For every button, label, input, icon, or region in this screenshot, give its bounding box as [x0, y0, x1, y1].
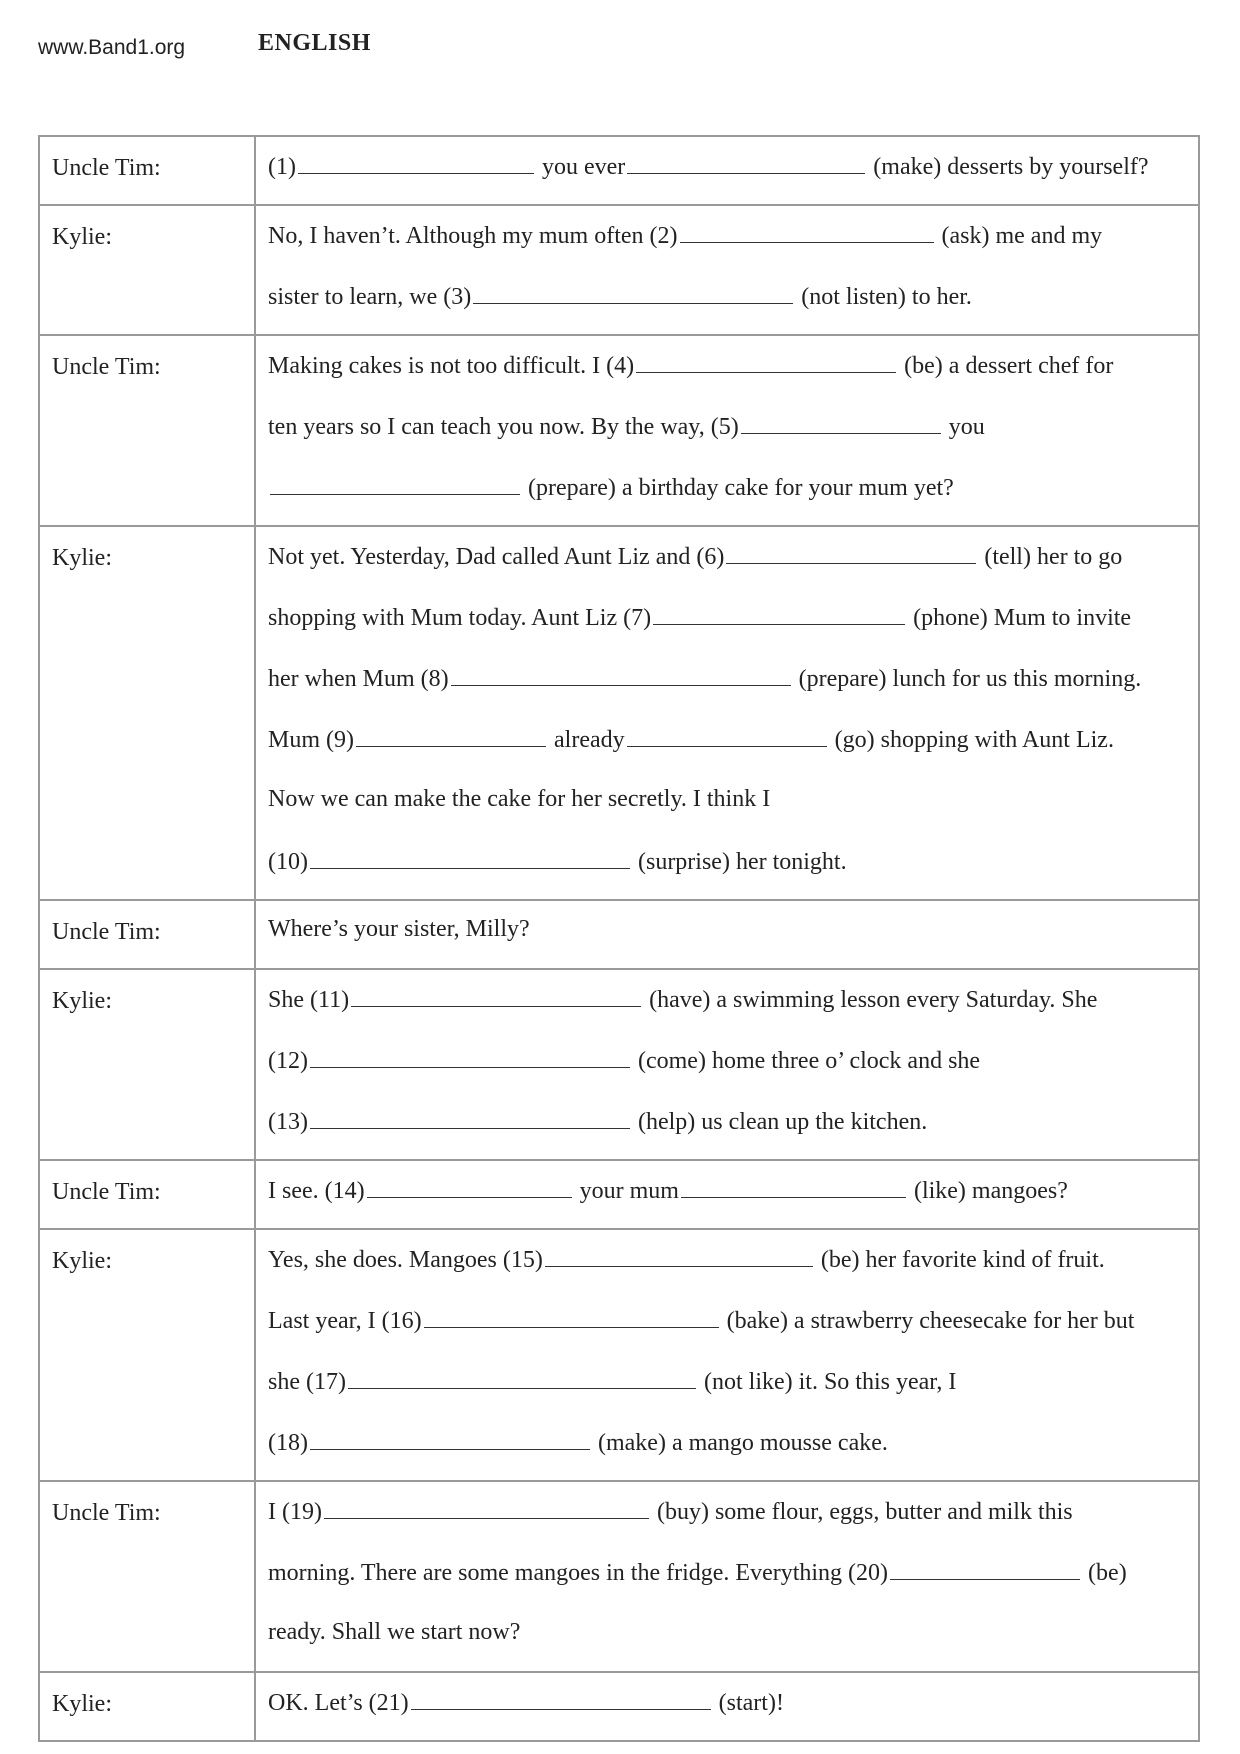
answer-blank[interactable]: [310, 1037, 630, 1068]
speaker-name: Uncle Tim:: [39, 335, 255, 526]
answer-blank[interactable]: [636, 342, 896, 373]
dialogue-text-segment: No, I haven’t. Although my mum often (2): [268, 223, 678, 249]
dialogue-text: [255, 205, 1199, 335]
dialogue-text-segment: (1): [268, 154, 296, 180]
dialogue-text-segment: shopping with Mum today. Aunt Liz (7): [268, 605, 652, 631]
answer-blank[interactable]: [351, 976, 641, 1007]
dialogue-text-segment: you: [948, 414, 985, 440]
dialogue-line: [268, 212, 1188, 273]
answer-blank[interactable]: [367, 1167, 572, 1198]
dialogue-text-segment: (not like) it. So this year, I: [703, 1369, 957, 1395]
dialogue-text: [255, 136, 1199, 205]
answer-blank[interactable]: [356, 716, 546, 747]
dialogue-line: [268, 342, 1188, 403]
dialogue-line: [268, 716, 1188, 777]
dialogue-row: [39, 526, 1199, 900]
dialogue-line: [268, 655, 1188, 716]
dialogue-text: [255, 900, 1199, 969]
answer-blank[interactable]: [627, 716, 827, 747]
dialogue-line: [268, 976, 1188, 1037]
answer-blank[interactable]: [310, 838, 630, 869]
dialogue-text-segment: OK. Let’s (21): [268, 1690, 409, 1716]
answer-blank[interactable]: [681, 1167, 906, 1198]
dialogue-text-segment: (phone) Mum to invite: [913, 605, 1132, 631]
dialogue-line: [268, 1297, 1188, 1358]
answer-blank[interactable]: [627, 143, 865, 174]
dialogue-text: [255, 1672, 1199, 1741]
dialogue-text-segment: (ask) me and my: [941, 223, 1103, 249]
dialogue-text-segment: (prepare) a birthday cake for your mum yet?: [528, 475, 954, 501]
dialogue-text-segment: (make) desserts by yourself?: [873, 154, 1149, 180]
answer-blank[interactable]: [680, 212, 934, 243]
answer-blank[interactable]: [424, 1297, 719, 1328]
speaker-name: Uncle Tim:: [39, 900, 255, 969]
speaker-name: Kylie:: [39, 969, 255, 1160]
dialogue-row: [39, 969, 1199, 1160]
answer-blank[interactable]: [451, 655, 791, 686]
dialogue-text-segment: (be) her favorite kind of fruit.: [820, 1247, 1105, 1273]
answer-blank[interactable]: [348, 1358, 696, 1389]
dialogue-text-segment: I (19): [268, 1499, 322, 1525]
dialogue-text-segment: I see. (14): [268, 1178, 365, 1204]
dialogue-table: [38, 135, 1200, 1742]
dialogue-text-segment: (make) a mango mousse cake.: [597, 1430, 888, 1456]
dialogue-text-segment: (like) mangoes?: [913, 1178, 1068, 1204]
dialogue-text-segment: (18): [268, 1430, 308, 1456]
answer-blank[interactable]: [411, 1679, 711, 1710]
answer-blank[interactable]: [298, 143, 534, 174]
dialogue-text-segment: you ever: [541, 154, 626, 180]
subject-heading: ENGLISH: [258, 30, 371, 56]
dialogue-line: [268, 464, 1188, 525]
answer-blank[interactable]: [270, 464, 520, 495]
answer-blank[interactable]: [545, 1236, 813, 1267]
speaker-name: Uncle Tim:: [39, 1160, 255, 1229]
dialogue-text-segment: (12): [268, 1048, 308, 1074]
dialogue-text-segment: sister to learn, we (3): [268, 284, 472, 310]
dialogue-text-segment: Making cakes is not too difficult. I (4): [268, 353, 635, 379]
dialogue-text-segment: (have) a swimming lesson every Saturday. She: [649, 987, 1098, 1013]
dialogue-line: [268, 1037, 1188, 1098]
dialogue-line: [268, 1549, 1188, 1610]
dialogue-text: [255, 969, 1199, 1160]
site-url: www.Band1.org: [38, 36, 186, 59]
dialogue-line: [268, 1610, 1188, 1671]
dialogue-line: [268, 143, 1188, 204]
answer-blank[interactable]: [310, 1419, 590, 1450]
dialogue-text-segment: Now we can make the cake for her secretly. I think I: [268, 786, 771, 812]
dialogue-line: [268, 594, 1188, 655]
dialogue-line: [268, 1679, 1188, 1740]
speaker-name: Kylie:: [39, 1229, 255, 1481]
dialogue-text-segment: (help) us clean up the kitchen.: [637, 1109, 928, 1135]
dialogue-text: [255, 1229, 1199, 1481]
dialogue-text-segment: morning. There are some mangoes in the fridge. Everything (20): [268, 1560, 889, 1586]
dialogue-line: [268, 273, 1188, 334]
speaker-name: Uncle Tim:: [39, 1481, 255, 1672]
dialogue-text-segment: She (11): [268, 987, 350, 1013]
dialogue-text-segment: Where’s your sister, Milly?: [268, 916, 530, 942]
dialogue-text: [255, 526, 1199, 900]
dialogue-text: [255, 335, 1199, 526]
dialogue-row: [39, 335, 1199, 526]
dialogue-text-segment: her when Mum (8): [268, 666, 449, 692]
dialogue-text-segment: already: [554, 727, 625, 753]
dialogue-row: [39, 1672, 1199, 1741]
dialogue-text-segment: (prepare) lunch for us this morning.: [798, 666, 1142, 692]
dialogue-text-segment: (be): [1088, 1560, 1127, 1586]
dialogue-text-segment: Not yet. Yesterday, Dad called Aunt Liz and (6): [268, 544, 725, 570]
dialogue-text-segment: (go) shopping with Aunt Liz.: [834, 727, 1114, 753]
dialogue-text-segment: (13): [268, 1109, 308, 1135]
dialogue-line: [268, 533, 1188, 594]
dialogue-text-segment: your mum: [579, 1178, 679, 1204]
dialogue-text-segment: (surprise) her tonight.: [637, 849, 847, 875]
dialogue-text: [255, 1481, 1199, 1672]
dialogue-text-segment: ten years so I can teach you now. By the way, (5): [268, 414, 739, 440]
dialogue-text-segment: (10): [268, 849, 308, 875]
dialogue-line: [268, 907, 1188, 968]
dialogue-text-segment: Yes, she does. Mangoes (15): [268, 1247, 543, 1273]
speaker-name: Kylie:: [39, 205, 255, 335]
answer-blank[interactable]: [726, 533, 976, 564]
dialogue-line: [268, 777, 1188, 838]
dialogue-row: [39, 136, 1199, 205]
dialogue-line: [268, 1098, 1188, 1159]
speaker-name: Uncle Tim:: [39, 136, 255, 205]
dialogue-text-segment: Mum (9): [268, 727, 354, 753]
answer-blank[interactable]: [741, 403, 941, 434]
dialogue-text-segment: (not listen) to her.: [801, 284, 972, 310]
dialogue-row: [39, 900, 1199, 969]
dialogue-line: [268, 1488, 1188, 1549]
dialogue-text-segment: (bake) a strawberry cheesecake for her but: [726, 1308, 1135, 1334]
dialogue-text-segment: (tell) her to go: [984, 544, 1123, 570]
dialogue-row: [39, 1160, 1199, 1229]
dialogue-text-segment: Last year, I (16): [268, 1308, 422, 1334]
dialogue-line: [268, 1236, 1188, 1297]
dialogue-text-segment: (be) a dessert chef for: [904, 353, 1114, 379]
speaker-name: Kylie:: [39, 1672, 255, 1741]
answer-blank[interactable]: [310, 1098, 630, 1129]
dialogue-line: [268, 1167, 1188, 1228]
dialogue-line: [268, 1419, 1188, 1480]
dialogue-text-segment: (start)!: [718, 1690, 784, 1716]
dialogue-line: [268, 838, 1188, 899]
dialogue-row: [39, 205, 1199, 335]
dialogue-line: [268, 403, 1188, 464]
speaker-name: Kylie:: [39, 526, 255, 900]
answer-blank[interactable]: [890, 1549, 1080, 1580]
answer-blank[interactable]: [324, 1488, 649, 1519]
dialogue-text: [255, 1160, 1199, 1229]
dialogue-line: [268, 1358, 1188, 1419]
answer-blank[interactable]: [473, 273, 793, 304]
dialogue-text-segment: ready. Shall we start now?: [268, 1619, 521, 1645]
answer-blank[interactable]: [653, 594, 905, 625]
dialogue-row: [39, 1229, 1199, 1481]
dialogue-row: [39, 1481, 1199, 1672]
dialogue-text-segment: (come) home three o’ clock and she: [637, 1048, 981, 1074]
dialogue-text-segment: she (17): [268, 1369, 346, 1395]
dialogue-text-segment: (buy) some flour, eggs, butter and milk this: [656, 1499, 1073, 1525]
